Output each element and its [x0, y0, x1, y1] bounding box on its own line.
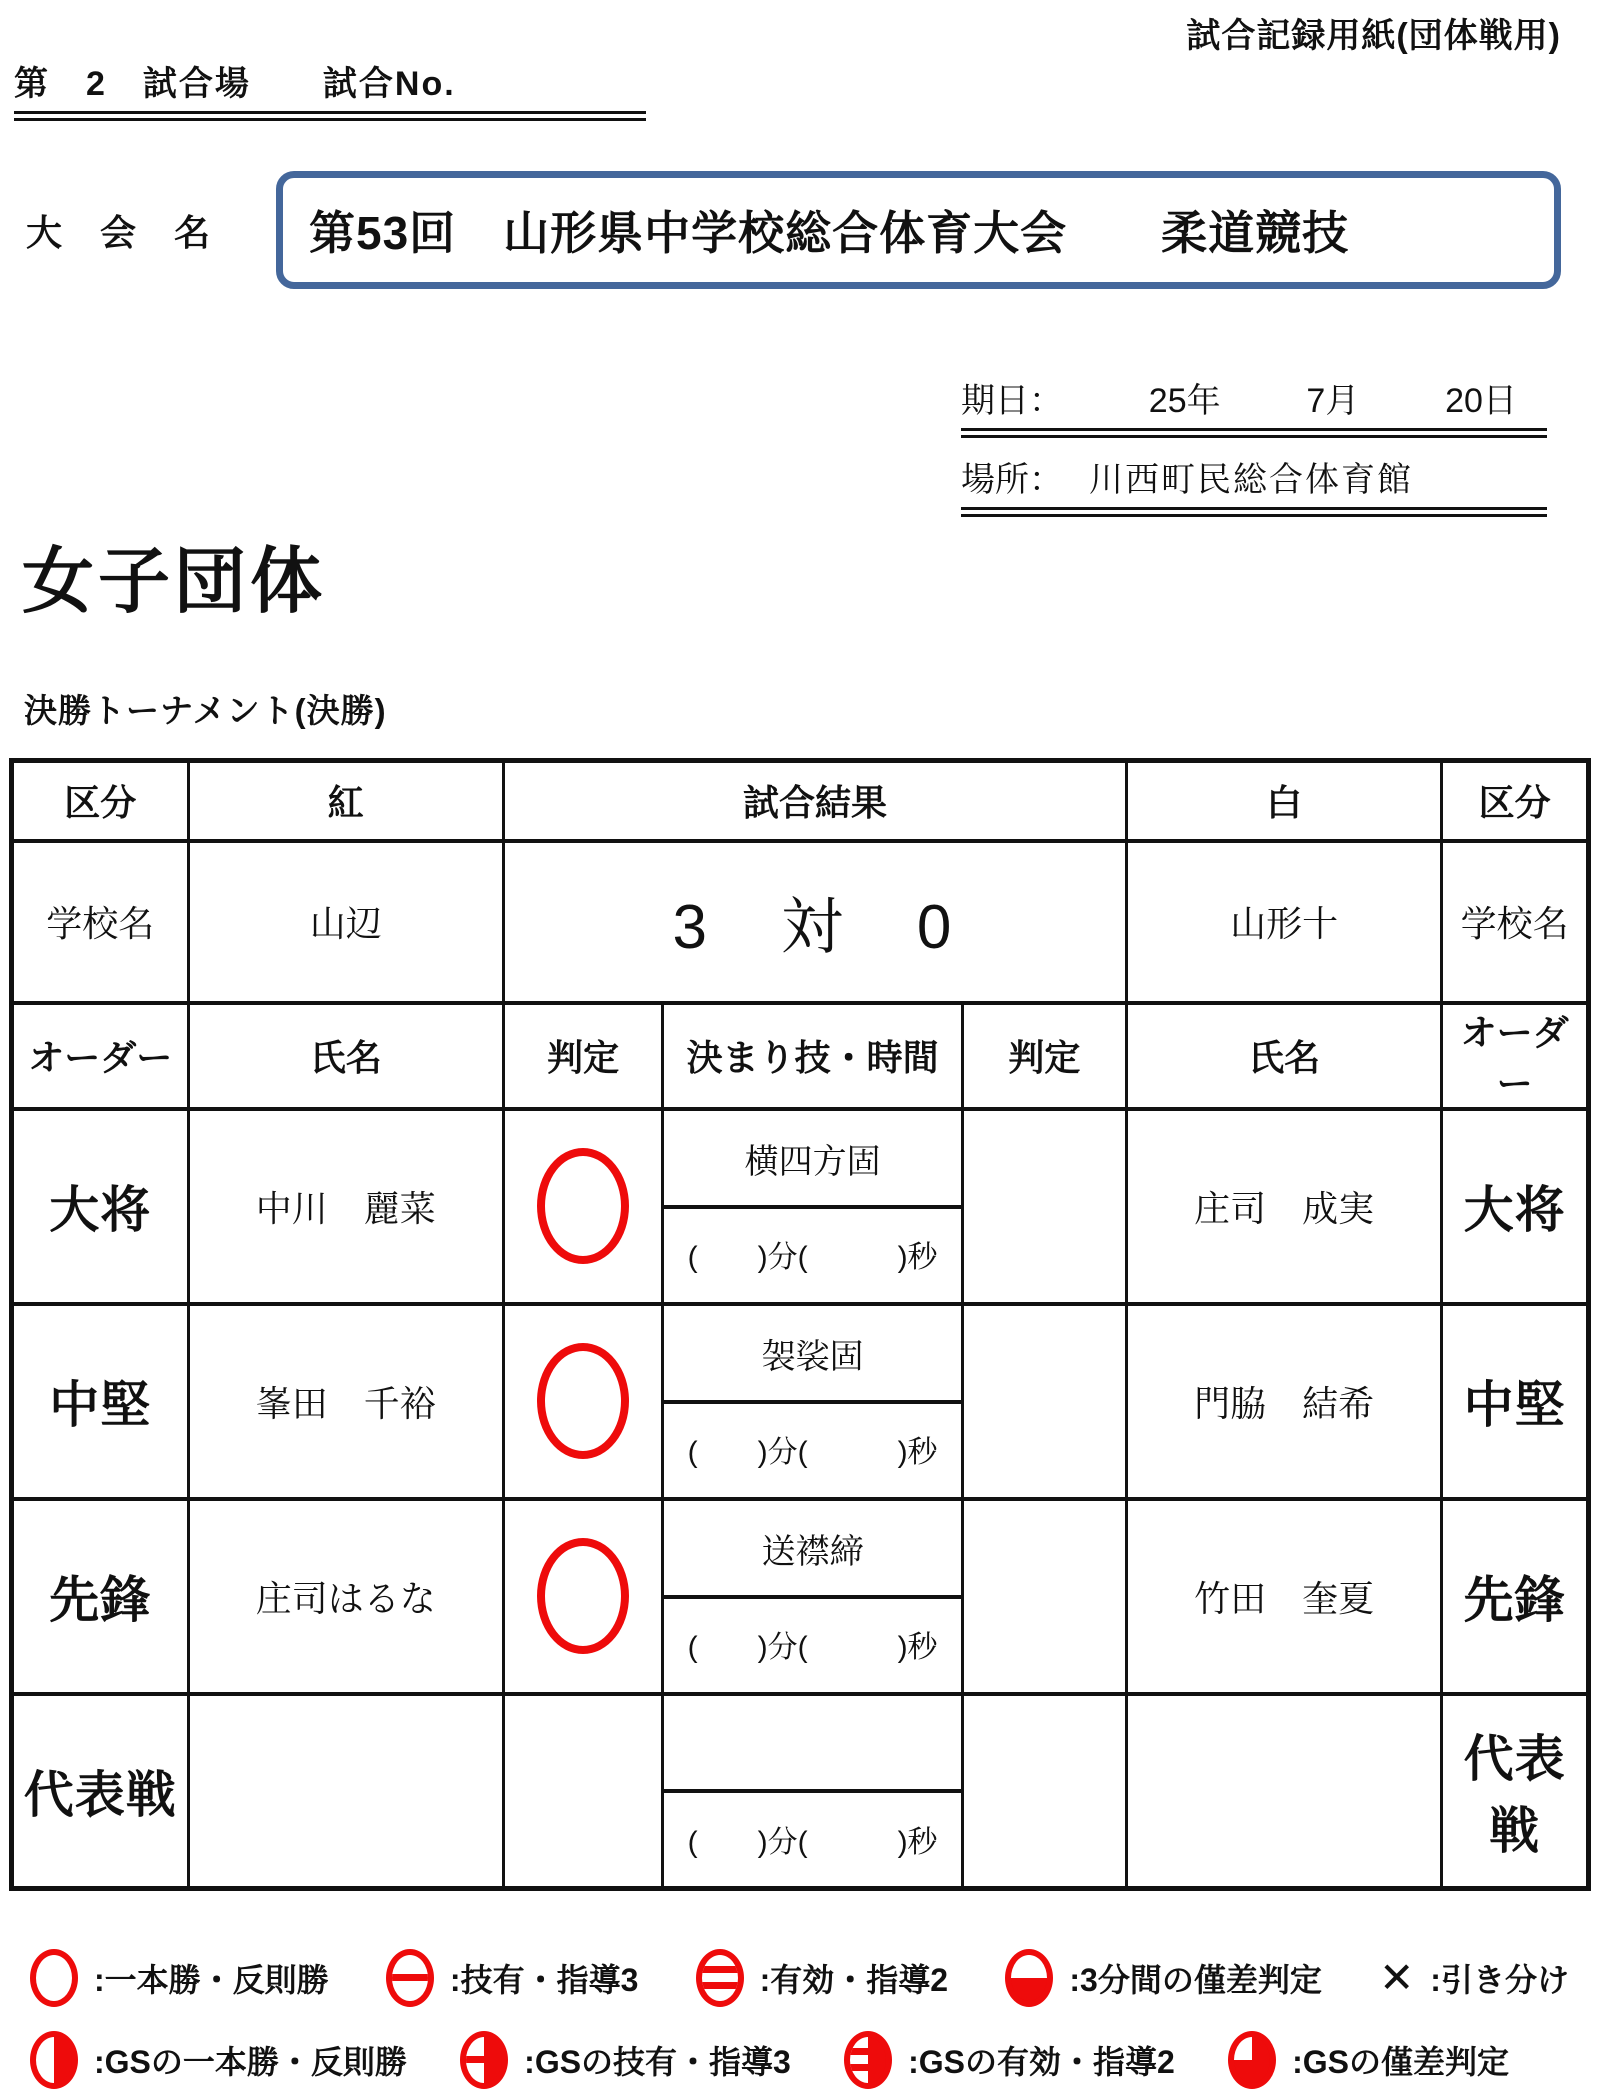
- table-row: [12, 1694, 1589, 1889]
- circle-quarter-white-icon: [1228, 2031, 1276, 2089]
- legend-item: [1228, 2031, 1509, 2089]
- win-circle-icon: [537, 1148, 629, 1264]
- circle-bottom-half-icon: [1005, 1949, 1053, 2007]
- place-value: 川西町民総合体育館: [1089, 461, 1413, 499]
- division-title: 女子団体: [22, 542, 327, 622]
- technique-name: 袈裟固: [664, 1308, 961, 1404]
- win-circle-icon: [537, 1538, 629, 1654]
- header-kubun-right: 区分: [1442, 761, 1589, 841]
- red-judgment-cell: [504, 1109, 663, 1304]
- legend-label: :GSの技有・指導3: [524, 2044, 791, 2080]
- school-label-left: 学校名: [12, 841, 189, 1003]
- white-player-name: 竹田 奎夏: [1126, 1499, 1441, 1694]
- legend-item: [30, 1949, 329, 2007]
- table-row: [12, 1499, 1589, 1694]
- table-row: [12, 1304, 1589, 1499]
- legend-item: [386, 1949, 638, 2007]
- order-label-right: 先鋒: [1442, 1499, 1589, 1694]
- bracket-title: 決勝トーナメント(決勝): [24, 692, 387, 729]
- table-header-row-1: [12, 761, 1589, 841]
- judgment-legend: [30, 1949, 1569, 2089]
- circle-right-half-icon: [30, 2031, 78, 2089]
- meet-name-box: [276, 171, 1561, 289]
- time-blank: ( )分( )秒: [687, 1631, 938, 1664]
- legend-item: [1005, 1949, 1321, 2007]
- legend-label: :一本勝・反則勝: [94, 1962, 329, 1998]
- red-player-name: 峯田 千裕: [188, 1304, 503, 1499]
- legend-label: :GSの有効・指導2: [908, 2044, 1175, 2080]
- table-row: [12, 1109, 1589, 1304]
- court-number-line: 第 2 試合場 試合No.: [14, 56, 646, 121]
- legend-label: :技有・指導3: [449, 1962, 639, 1998]
- date-line: [961, 373, 1547, 438]
- order-label-left: 先鋒: [12, 1499, 189, 1694]
- legend-label: :GSの僅差判定: [1292, 2044, 1509, 2080]
- school-row: [12, 841, 1589, 1003]
- x-mark-icon: ✕: [1379, 1954, 1415, 2001]
- technique-name: [664, 1697, 961, 1793]
- legend-row-2: [30, 2031, 1569, 2089]
- circle-one-bar-icon: [386, 1949, 434, 2007]
- place-line: [961, 452, 1547, 517]
- legend-label: :3分間の僅差判定: [1069, 1962, 1322, 1998]
- circle-right-half-one-bar-icon: [460, 2031, 508, 2089]
- legend-item: [1379, 1955, 1569, 2001]
- header-judgment-white: 判定: [962, 1003, 1126, 1109]
- technique-name: 送襟締: [664, 1503, 961, 1599]
- time-blank: ( )分( )秒: [687, 1825, 938, 1859]
- sheet-title: 試合記録用紙(団体戦用): [1186, 17, 1561, 55]
- header-white: 白: [1126, 761, 1441, 841]
- white-player-name: 門脇 結希: [1126, 1304, 1441, 1499]
- technique-time-cell: [663, 1499, 963, 1694]
- white-judgment-cell: [962, 1694, 1126, 1889]
- circle-two-bars-icon: [696, 1949, 744, 2007]
- circle-right-half-two-bars-icon: [844, 2031, 892, 2089]
- white-judgment-cell: [962, 1304, 1126, 1499]
- legend-label: :GSの一本勝・反則勝: [94, 2044, 407, 2080]
- technique-time-cell: [663, 1109, 963, 1304]
- header-order-left: オーダー: [12, 1003, 189, 1109]
- technique-time-cell: [663, 1304, 963, 1499]
- school-label-right: 学校名: [1442, 841, 1589, 1003]
- legend-item: [460, 2031, 791, 2089]
- red-player-name: 庄司はるな: [188, 1499, 503, 1694]
- meet-name-row: [26, 171, 1561, 289]
- white-judgment-cell: [962, 1499, 1126, 1694]
- legend-item: [696, 1949, 948, 2007]
- win-circle-icon: [537, 1343, 629, 1459]
- date-day: 20日: [1445, 382, 1517, 420]
- order-label-left: 中堅: [12, 1304, 189, 1499]
- header-name-white: 氏名: [1126, 1003, 1441, 1109]
- header-kubun-left: 区分: [12, 761, 189, 841]
- order-label-left: 代表戦: [12, 1694, 189, 1889]
- header-red: 紅: [188, 761, 503, 841]
- technique-name: 横四方固: [664, 1113, 961, 1209]
- time-blank: ( )分( )秒: [687, 1241, 938, 1274]
- legend-label: :有効・指導2: [759, 1962, 949, 1998]
- order-label-right: 代表戦: [1442, 1694, 1589, 1889]
- circle-outline-icon: [30, 1949, 78, 2007]
- place-label: 場所：: [961, 461, 1063, 499]
- white-player-name: 庄司 成実: [1126, 1109, 1441, 1304]
- red-player-name: 中川 麗菜: [188, 1109, 503, 1304]
- white-school-name: 山形十: [1126, 841, 1441, 1003]
- white-player-name: [1126, 1694, 1441, 1889]
- red-school-name: 山辺: [188, 841, 503, 1003]
- header-result: 試合結果: [504, 761, 1127, 841]
- header-technique-time: 決まり技・時間: [663, 1003, 963, 1109]
- order-label-left: 大将: [12, 1109, 189, 1304]
- red-player-name: [188, 1694, 503, 1889]
- date-year: 25年: [1148, 382, 1221, 420]
- time-blank: ( )分( )秒: [687, 1436, 938, 1469]
- date-month: 7月: [1306, 382, 1360, 420]
- order-label-right: 大将: [1442, 1109, 1589, 1304]
- legend-row-1: [30, 1949, 1569, 2007]
- red-judgment-cell: [504, 1499, 663, 1694]
- top-row: [0, 8, 1599, 121]
- meet-name-value: 第53回 山形県中学校総合体育大会 柔道競技: [309, 207, 1350, 259]
- red-judgment-cell: [504, 1694, 663, 1889]
- header-judgment-red: 判定: [504, 1003, 663, 1109]
- meet-name-label: 大 会 名: [26, 212, 225, 253]
- header-order-right: オーダー: [1442, 1003, 1589, 1109]
- legend-item: [844, 2031, 1175, 2089]
- match-record-table: [9, 758, 1591, 1891]
- legend-item: [30, 2031, 407, 2089]
- order-label-right: 中堅: [1442, 1304, 1589, 1499]
- header-name-red: 氏名: [188, 1003, 503, 1109]
- date-label: 期日：: [961, 382, 1063, 420]
- table-header-row-2: [12, 1003, 1589, 1109]
- legend-label: :引き分け: [1430, 1962, 1569, 1998]
- date-place-block: [961, 373, 1547, 517]
- technique-time-cell: [663, 1694, 963, 1889]
- match-score: 3 対 0: [504, 841, 1127, 1003]
- white-judgment-cell: [962, 1109, 1126, 1304]
- red-judgment-cell: [504, 1304, 663, 1499]
